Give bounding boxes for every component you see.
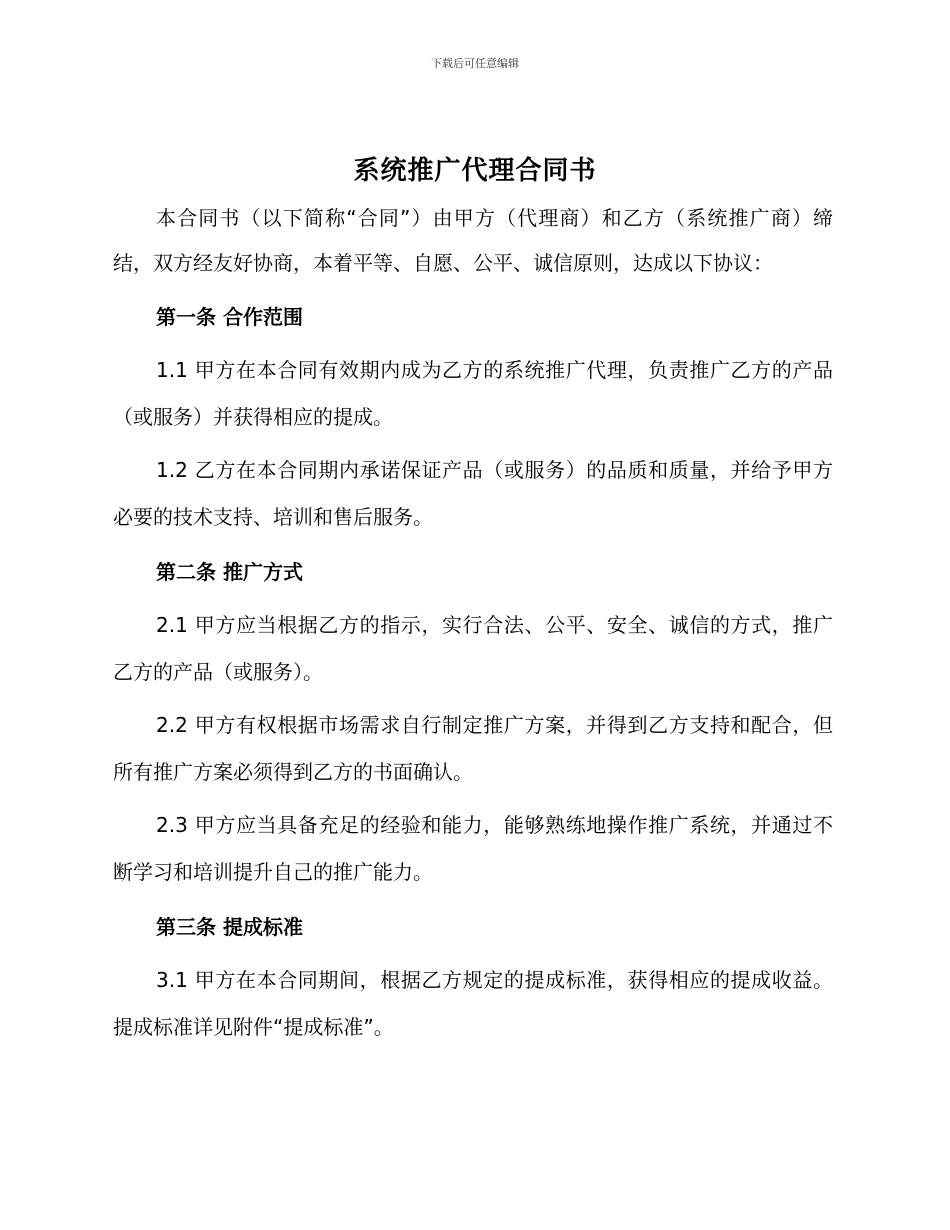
section-heading-1: 第一条 合作范围 xyxy=(156,305,303,329)
clause-2-2: 2.2 甲方有权根据市场需求自行制定推广方案，并得到乙方支持和配合，但所有推广方案必须得到乙方的书面确认。 xyxy=(113,713,833,784)
document-title: 系统推广代理合同书 xyxy=(353,156,597,186)
intro-paragraph: 本合同书（以下简称“合同”）由甲方（代理商）和乙方（系统推广商）缔结，双方经友好协商，本着平等、自愿、公平、诚信原则，达成以下协议： xyxy=(113,206,833,275)
section-heading-2: 第二条 推广方式 xyxy=(156,560,303,584)
clause-1-1: 1.1 甲方在本合同有效期内成为乙方的系统推广代理，负责推广乙方的产品（或服务）并获得相应的提成。 xyxy=(113,358,833,429)
header-note: 下载后可任意编辑 xyxy=(431,57,519,70)
clause-2-3: 2.3 甲方应当具备充足的经验和能力，能够熟练地操作推广系统，并通过不断学习和培训提升自己的推广能力。 xyxy=(113,813,833,884)
clause-2-1: 2.1 甲方应当根据乙方的指示，实行合法、公平、安全、诚信的方式，推广乙方的产品（或服务）。 xyxy=(113,613,833,684)
document-body xyxy=(113,196,833,1051)
section-heading-3: 第三条 提成标准 xyxy=(156,915,303,939)
clause-3-1: 3.1 甲方在本合同期间，根据乙方规定的提成标准，获得相应的提成收益。提成标准详见附件“提成标准”。 xyxy=(113,968,833,1039)
clause-1-2: 1.2 乙方在本合同期内承诺保证产品（或服务）的品质和质量，并给予甲方必要的技术支持、培训和售后服务。 xyxy=(113,458,833,529)
